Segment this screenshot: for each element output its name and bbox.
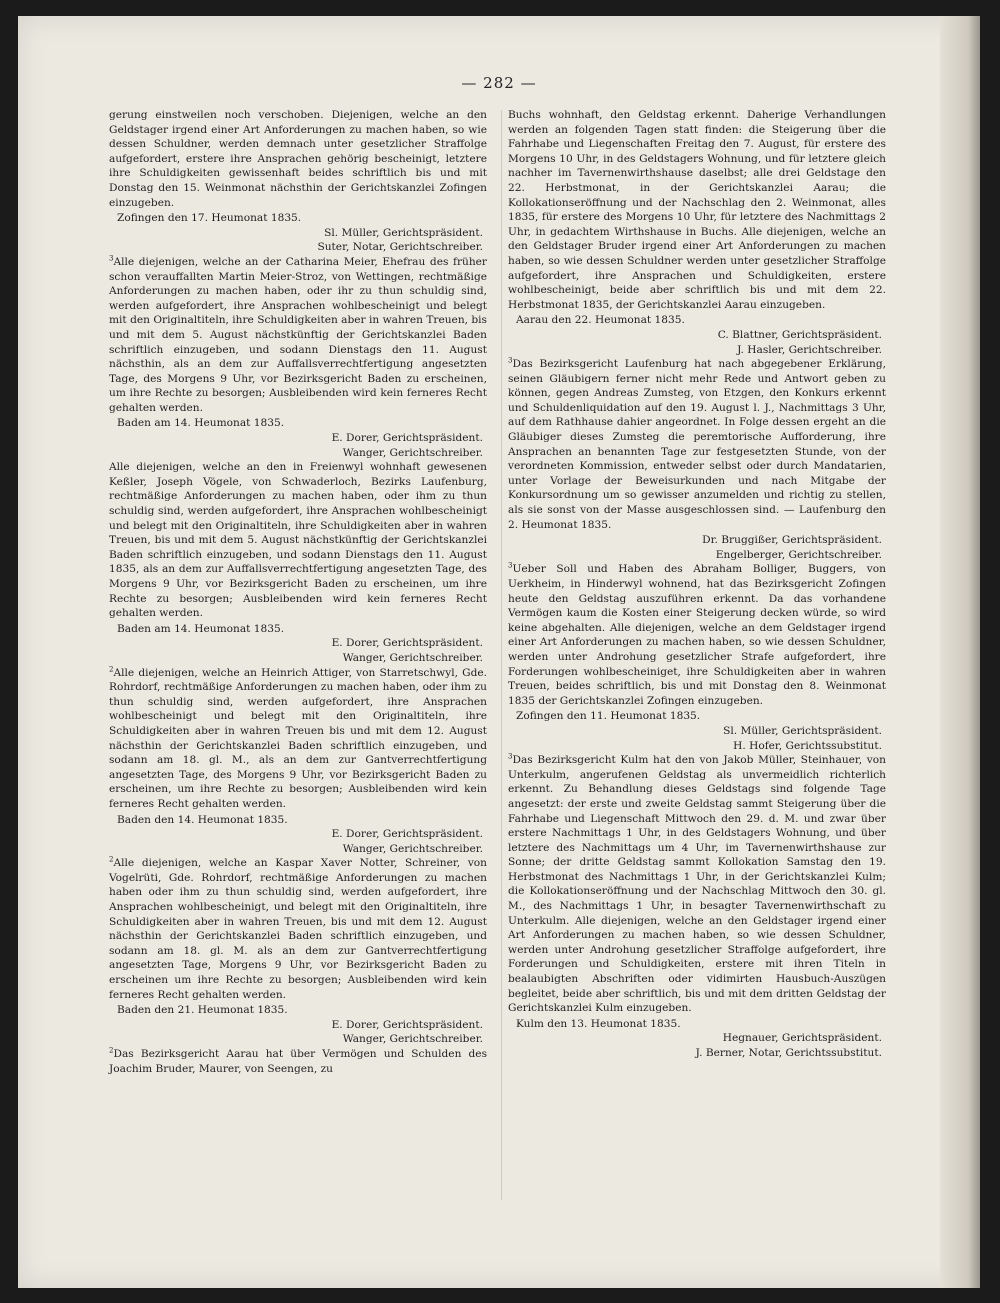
notice-text: Wanger, Gerichtschreiber. xyxy=(342,842,483,855)
signature-line xyxy=(508,548,886,563)
notice-paragraph xyxy=(508,108,886,312)
notice-text: E. Dorer, Gerichtspräsident. xyxy=(331,637,483,650)
signature-line xyxy=(109,651,487,666)
notice-text: Alle diejenigen, welche an Kaspar Xaver Notter, Schreiner, von Vogelrüti, Gde. Rohrdorf, rechtmäßige Anforderungen zu machen haben oder ihm zu thun schuldig sind, werden aufgefordert, ihre Ansprachen wohlbescheinigt, und belegt mit den Originaltiteln, ihre Schuldigkeiten aber in wahren Treuen, bis und mit dem 12. August nächsthin der Gerichtskanzlei Baden schriftlich einzugeben, und sodann am 18. gl. M. als an dem zur Gantverrechtfertigung angesetzten Tage, Morgens 9 Uhr, vor Bezirksgericht Baden zu erscheinen um ihre Rechte zu besorgen; Ausbleibenden wird kein ferneres Recht gehalten werden. xyxy=(109,857,487,1001)
notice-paragraph xyxy=(508,357,886,532)
insertion-mark: 3 xyxy=(109,254,114,263)
signature-line xyxy=(508,328,886,343)
notice-text: Zofingen den 11. Heumonat 1835. xyxy=(516,710,701,723)
notice-paragraph xyxy=(109,460,487,621)
insertion-mark: 2 xyxy=(109,665,114,674)
notice-text: Ueber Soll und Haben des Abraham Bolliger, Buggers, von Uerkheim, in Hinderwyl wohnend, hat das Bezirksgericht Zofingen heute den Geldstag auszuführen erkennt. Da das vorhandene Vermögen kaum die Kosten einer Steigerung decken würde, so wird keine abgehalten. Alle diejenigen, welche an dem Geldstager irgend einer Art Anforderungen zu machen haben, so wie dessen Schuldner, werden unter Androhung gesetzlicher Strafe aufgefordert, ihre Forderungen wohlbescheiniget, ihre Schuldigkeiten aber in wahren Treuen, beides schriftlich, bis und mit Donstag den 8. Weinmonat 1835 der Gerichtskanzlei Zofingen einzugeben. xyxy=(508,563,886,707)
notice-date-line xyxy=(508,313,886,328)
notice-paragraph xyxy=(109,255,487,416)
insertion-mark: 2 xyxy=(109,1046,114,1055)
notice-text: gerung einstweilen noch verschoben. Diejenigen, welche an den Geldstager irgend einer Art Anforderungen zu machen haben, so wie dessen Schuldner, werden demnach unter gesetzlicher Straffolge aufgefordert, erstere ihre Ansprachen gehörig bescheinigt, letztere ihre Schuldigkeiten gewissenhaft beides schriftlich bis und mit Donstag den 15. Weinmonat nächsthin der Gerichtskanzlei Zofingen einzugeben. xyxy=(109,109,487,209)
notice-date-line xyxy=(109,1003,487,1018)
signature-line xyxy=(508,1031,886,1046)
notice-text: J. Hasler, Gerichtschreiber. xyxy=(737,343,882,356)
insertion-mark: 2 xyxy=(109,855,114,864)
notice-text: Alle diejenigen, welche an den in Freienwyl wohnhaft gewesenen Keßler, Joseph Vögele, von Schwaderloch, Bezirks Laufenburg, rechtmäßige Anforderungen zu machen haben, oder ihm zu thun schuldig sind, werden aufgefordert, ihre Ansprachen wohlbescheinigt und belegt mit den Originaltiteln, ihre Schuldigkeiten aber in wahren Treuen, bis und mit dem 5. August nächstkünftig der Gerichtskanzlei Baden schriftlich einzugeben, und sodann Dienstags den 11. August 1835, als an dem zur Auffallsverrechtfertigung angesetzten Tage, des Morgens 9 Uhr, vor Bezirksgericht Baden zu erscheinen, um ihre Rechte zu besorgen; Ausbleibenden wird kein ferneres Recht gehalten werden. xyxy=(109,461,487,620)
notice-date-line xyxy=(109,622,487,637)
notice-text: Engelberger, Gerichtschreiber. xyxy=(715,548,882,561)
notice-text: Baden am 14. Heumonat 1835. xyxy=(117,622,285,635)
notice-text: Baden am 14. Heumonat 1835. xyxy=(117,417,285,430)
page-edge-shadow xyxy=(940,16,980,1288)
notice-date-line xyxy=(508,1017,886,1032)
notice-text: Wanger, Gerichtschreiber. xyxy=(342,446,483,459)
notice-date-line xyxy=(109,813,487,828)
notice-text: Das Bezirksgericht Laufenburg hat nach abgegebener Erklärung, seinen Gläubigern ferner nicht mehr Rede und Antwort geben zu können, gegen Andreas Zumsteg, von Etzgen, den Konkurs erkennt und Schuldenliquidation auf den 19. August l. J., Nachmittags 3 Uhr, auf dem Rathhause dahier angeordnet. In Folge dessen ergeht an die Gläubiger dieses Zumsteg die peremtorische Aufforderung, ihre Ansprachen an benannten Tage zur festgesetzten Stunde, von der verordneten Kommission, entweder selbst oder durch Mandatarien, unter Vorlage der Beweisurkunden und nach Mitgabe der Konkursordnung um so gewisser anzumelden und richtig zu stellen, als sie sonst von der Masse ausgeschlossen sind. — Laufenburg den 2. Heumonat 1835. xyxy=(508,358,886,531)
signature-line xyxy=(109,1032,487,1047)
notice-text: Suter, Notar, Gerichtschreiber. xyxy=(317,241,483,254)
insertion-mark: 3 xyxy=(508,752,513,761)
notice-text: Alle diejenigen, welche an Heinrich Attiger, von Starretschwyl, Gde. Rohrdorf, rechtmäßige Anforderungen zu machen haben, oder ihm zu thun schuldig sind, werden aufgefordert, ihre Ansprachen wohlbescheinigt und belegt mit den Originaltiteln, ihre Schuldigkeiten aber in wahren Treuen bis und mit dem 12. August nächsthin der Gerichtskanzlei Baden schriftlich einzugeben, und sodann am 18. gl. M., als an dem zur Gantverrechtfertigung angesetzten Tage, des Morgens 9 Uhr, vor Bezirksgericht Baden zu erscheinen, um ihre Rechte zu besorgen; Ausbleibenden wird kein ferneres Recht gehalten werden. xyxy=(109,666,487,810)
signature-line xyxy=(109,1018,487,1033)
notice-text: E. Dorer, Gerichtspräsident. xyxy=(331,432,483,445)
notice-text: Zofingen den 17. Heumonat 1835. xyxy=(117,212,302,225)
notice-text: E. Dorer, Gerichtspräsident. xyxy=(331,828,483,841)
notice-text: C. Blattner, Gerichtspräsident. xyxy=(717,328,882,341)
right-column xyxy=(508,108,886,1061)
notice-date-line xyxy=(508,709,886,724)
newspaper-page xyxy=(18,16,980,1288)
notice-paragraph xyxy=(109,666,487,812)
notice-paragraph xyxy=(109,856,487,1002)
notice-text: E. Dorer, Gerichtspräsident. xyxy=(331,1018,483,1031)
signature-line xyxy=(109,226,487,241)
signature-line xyxy=(109,827,487,842)
notice-paragraph xyxy=(109,108,487,210)
signature-line xyxy=(109,431,487,446)
notice-paragraph xyxy=(508,753,886,1016)
notice-text: Aarau den 22. Heumonat 1835. xyxy=(516,314,685,327)
notice-text: Kulm den 13. Heumonat 1835. xyxy=(516,1017,681,1030)
notice-text: Baden den 14. Heumonat 1835. xyxy=(117,813,288,826)
left-column xyxy=(109,108,487,1077)
signature-line xyxy=(109,636,487,651)
insertion-mark: 3 xyxy=(508,356,513,365)
notice-text: Alle diejenigen, welche an der Catharina Meier, Ehefrau des früher schon verauffallten Martin Meier-Stroz, von Wettingen, rechtmäßige Anforderungen zu machen haben, oder ihr zu thun schuldig sind, werden aufgefordert, ihre Ansprachen wohlbescheinigt und belegt mit den Originaltiteln, ihre Schuldigkeiten aber in wahren Treuen, bis und mit dem 5. August nächstkünftig der Gerichtskanzlei Baden schriftlich einzugeben, und sodann Dienstags den 11. August nächsthin, als an dem zur Auffallsverrechtfertigung angesetzten Tage, des Morgens 9 Uhr, vor Bezirksgericht Baden zu erscheinen, um ihre Rechte zu besorgen; Ausbleibenden wird kein ferneres Recht gehalten werden. xyxy=(109,255,487,414)
signature-line xyxy=(508,343,886,358)
signature-line xyxy=(508,739,886,754)
notice-text: H. Hofer, Gerichtssubstitut. xyxy=(733,739,882,752)
notice-paragraph xyxy=(508,562,886,708)
notice-paragraph xyxy=(109,1047,487,1076)
signature-line xyxy=(109,240,487,255)
notice-text: J. Berner, Notar, Gerichtssubstitut. xyxy=(695,1047,882,1059)
signature-line xyxy=(508,1046,886,1061)
notice-text: Baden den 21. Heumonat 1835. xyxy=(117,1004,288,1017)
signature-line xyxy=(109,446,487,461)
notice-text: Sl. Müller, Gerichtspräsident. xyxy=(324,226,483,239)
column-gutter xyxy=(501,110,502,1200)
page-number: — 282 — xyxy=(461,74,537,92)
signature-line xyxy=(508,533,886,548)
notice-text: Das Bezirksgericht Kulm hat den von Jakob Müller, Steinhauer, von Unterkulm, angerufenen Geldstag als unvermeidlich richterlich erkennt. Zu Behandlung dieses Geldstags sind folgende Tage angesetzt: der erste und zweite Geldstag sammt Steigerung über die Fahrhabe und Liegenschaft Mittwoch den 29. d. M. und zwar über erstere Nachmittags 1 Uhr, in des Geldstagers Wohnung, und über letztere des Nachmittags um 4 Uhr, im Tavernenwirthshause zur Sonne; der dritte Geldstag sammt Kollokation Samstag den 19. Herbstmonat des Nachmittags 1 Uhr, in der Gerichtskanzlei Kulm; die Kollokationseröffnung und der Nachschlag Mittwoch den 30. gl. M., des Nachmittags 1 Uhr, in besagter Tavernenwirthschaft zu Unterkulm. Alle diejenigen, welche an den Geldstager irgend einer Art Anforderungen zu machen haben, so wie dessen Schuldner, werden unter Androhung gesetzlicher Straffolge aufgefordert, ihre Forderungen und Schuldigkeiten, erstere mit ihren Titeln in bealaubigten Abschriften oder vidimirten Hausbuch-Auszügen begleitet, beide aber schriftlich, bis und mit dem dritten Geldstag der Gerichtskanzlei Kulm einzugeben. xyxy=(508,754,886,1015)
notice-text: Wanger, Gerichtschreiber. xyxy=(342,1033,483,1046)
notice-text: Wanger, Gerichtschreiber. xyxy=(342,651,483,664)
signature-line xyxy=(508,724,886,739)
signature-line xyxy=(109,842,487,857)
notice-text: Das Bezirksgericht Aarau hat über Vermögen und Schulden des Joachim Bruder, Maurer, von Seengen, zu xyxy=(109,1048,487,1075)
notice-date-line xyxy=(109,211,487,226)
notice-text: Hegnauer, Gerichtspräsident. xyxy=(722,1032,882,1045)
notice-text: Buchs wohnhaft, den Geldstag erkennt. Daherige Verhandlungen werden an folgenden Tagen statt finden: die Steigerung über die Fahrhabe und Liegenschaften Freitag den 7. August, für erstere des Morgens 10 Uhr, in des Geldstagers Wohnung, und für letztere gleich nachher im Tavernenwirthshause daselbst; alle drei Geldstage den 22. Herbstmonat, in der Gerichtskanzlei Aarau; die Kollokationseröffnung und der Nachschlag den 2. Weinmonat, alles 1835, für erstere des Morgens 10 Uhr, für letztere des Nachmittags 2 Uhr, in gedachtem Wirthshause in Buchs. Alle diejenigen, welche an den Geldstager Bruder irgend einer Art Anforderungen zu machen haben, so wie dessen Schuldner werden unter gesetzlicher Straffolge aufgefordert, ihre Ansprachen und Schuldigkeiten, erstere wohlbescheinigt, beide aber schriftlich bis und mit dem 22. Herbstmonat 1835, der Gerichtskanzlei Aarau einzugeben. xyxy=(508,109,886,311)
notice-text: Dr. Bruggißer, Gerichtspräsident. xyxy=(702,534,882,547)
insertion-mark: 3 xyxy=(508,561,513,570)
notice-date-line xyxy=(109,416,487,431)
notice-text: Sl. Müller, Gerichtspräsident. xyxy=(723,724,882,737)
